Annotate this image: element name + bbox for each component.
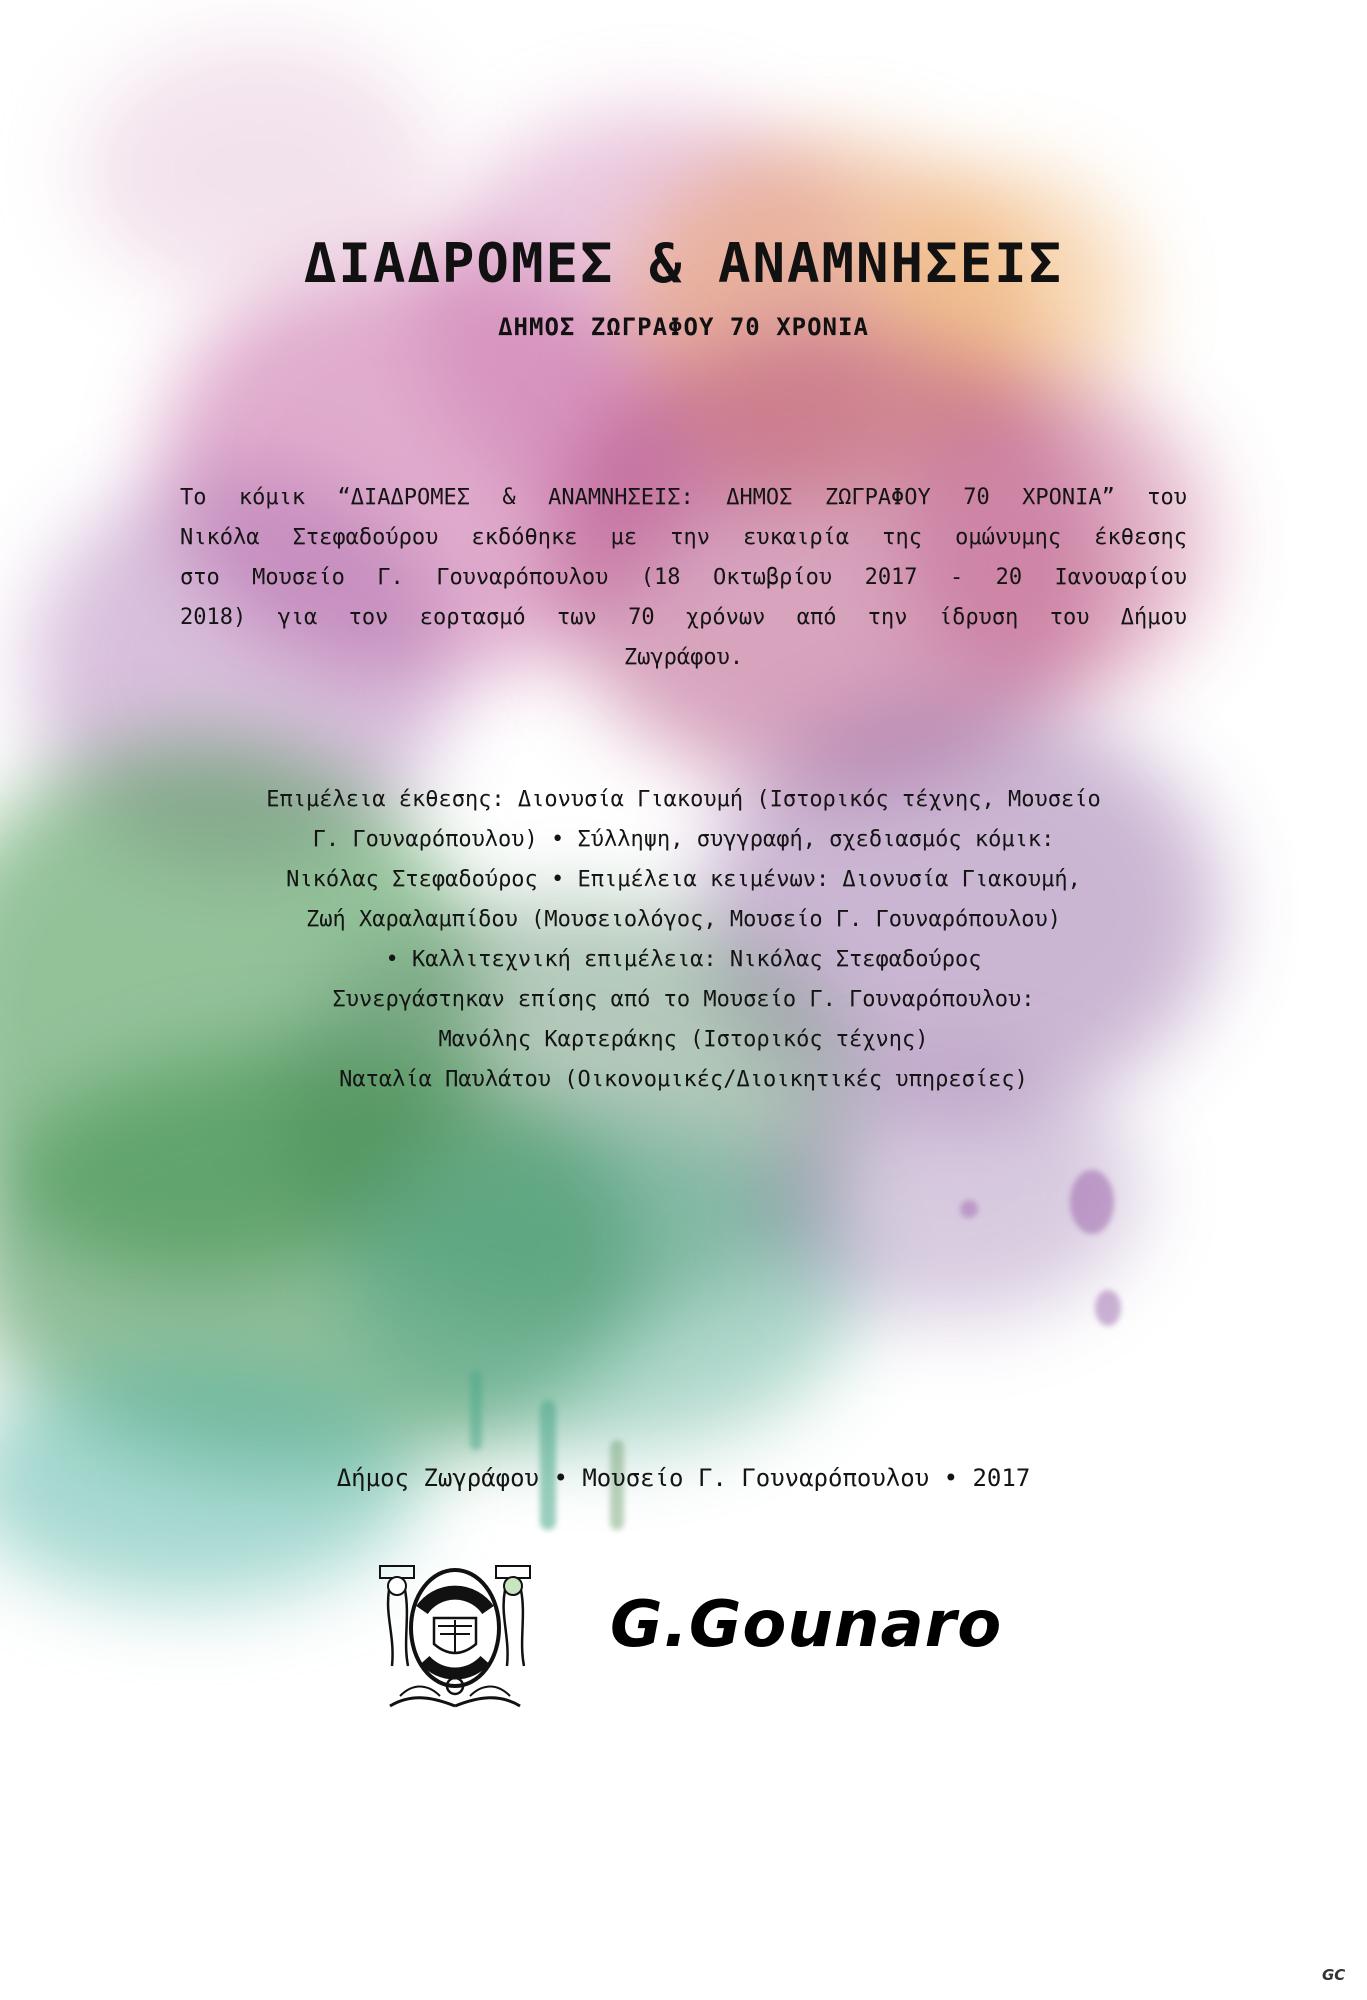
intro-line: Νικόλα Στεφαδούρου εκδόθηκε με την ευκαιρία της ομώνυμης έκθεσης (180, 525, 1187, 550)
intro-line: Το κόμικ “ΔΙΑΔΡΟΜΕΣ & ΑΝΑΜΝΗΣΕΙΣ: ΔΗΜΟΣ ΖΩΓΡΑΦΟΥ 70 ΧΡΟΝΙΑ” του (180, 485, 1187, 510)
museum-logo: G.Gounaro (610, 1588, 1003, 1662)
credit-line: Γ. Γουναρόπουλου) • Σύλληψη, συγγραφή, σχεδιασμός κόμικ: (312, 827, 1055, 852)
credits-block (180, 780, 1187, 1100)
watermark-gc: GC (1322, 1966, 1346, 1984)
credit-line: Μανόλης Καρτεράκης (Ιστορικός τέχνης) (438, 1027, 929, 1052)
intro-paragraph (180, 478, 1187, 678)
intro-line: στο Μουσείο Γ. Γουναρόπουλου (18 Οκτωβρίου 2017 - 20 Ιανουαρίου (180, 565, 1187, 590)
publisher-footer: Δήμος Ζωγράφου • Μουσείο Γ. Γουναρόπουλου • 2017 (336, 1464, 1031, 1492)
municipality-seal-logo (370, 1546, 540, 1716)
credit-line: Ζωή Χαραλαμπίδου (Μουσειολόγος, Μουσείο Γ. Γουναρόπουλου) (306, 907, 1061, 932)
credit-line: • Καλλιτεχνική επιμέλεια: Νικόλας Στεφαδούρος (385, 947, 982, 972)
document-title: ΔΙΑΔΡΟΜΕΣ & ΑΝΑΜΝΗΣΕΙΣ (303, 232, 1064, 295)
credit-line: Συνεργάστηκαν επίσης από το Μουσείο Γ. Γουναρόπουλου: (332, 987, 1035, 1012)
credit-line: Ναταλία Παυλάτου (Οικονομικές/Διοικητικές υπηρεσίες) (339, 1067, 1028, 1092)
document-subtitle: ΔΗΜΟΣ ΖΩΓΡΑΦΟΥ 70 ΧΡΟΝΙΑ (498, 313, 869, 341)
credit-line: Επιμέλεια έκθεσης: Διονυσία Γιακουμή (Ιστορικός τέχνης, Μουσείο (266, 787, 1101, 812)
intro-line: Ζωγράφου. (623, 645, 744, 670)
credit-line: Νικόλας Στεφαδούρος • Επιμέλεια κειμένων: Διονυσία Γιακουμή, (286, 867, 1081, 892)
intro-line: 2018) για τον εορτασμό των 70 χρόνων από την ίδρυση του Δήμου (180, 605, 1187, 630)
